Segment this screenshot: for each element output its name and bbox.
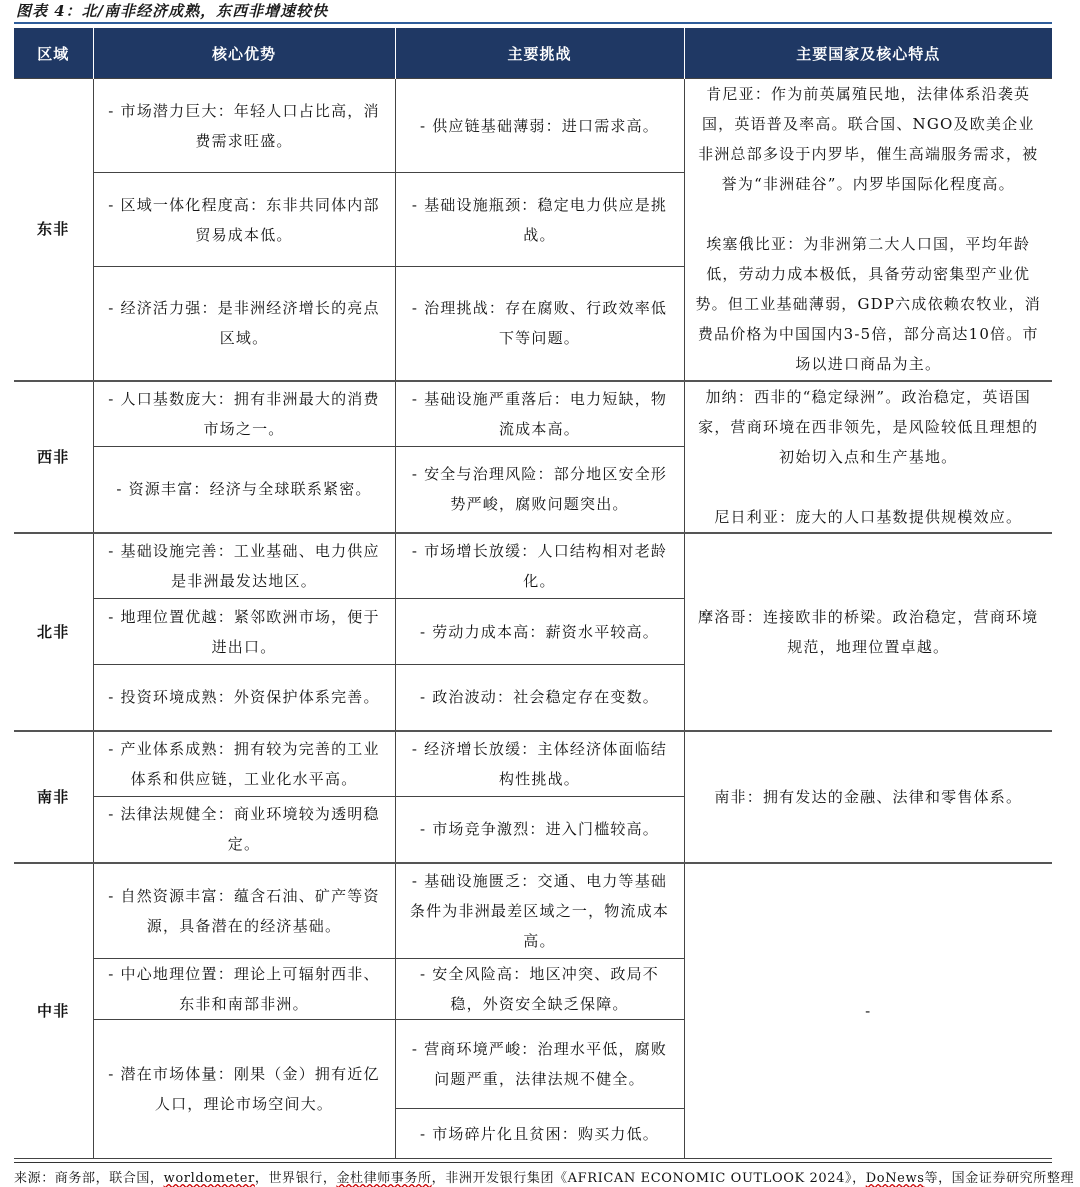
challenge-cell: - 市场竞争激烈：进入门槛较高。 <box>395 797 684 863</box>
header-region: 区域 <box>14 28 93 79</box>
countries-west <box>684 381 1052 533</box>
advantage-cell: - 地理位置优越：紧邻欧洲市场，便于进出口。 <box>93 599 395 665</box>
challenge-cell: - 营商环境严峻：治理水平低，腐败问题严重，法律法规不健全。 <box>395 1020 684 1109</box>
source-worldometer: worldometer <box>163 1171 255 1186</box>
challenge-cell: - 市场碎片化且贫困：购买力低。 <box>395 1109 684 1159</box>
challenge-cell: - 供应链基础薄弱：进口需求高。 <box>395 79 684 173</box>
country-nigeria: 尼日利亚：庞大的人口基数提供规模效应。 <box>714 507 1023 526</box>
advantage-cell: - 人口基数庞大：拥有非洲最大的消费市场之一。 <box>93 381 395 447</box>
source-note <box>14 1167 1074 1186</box>
source-donews: DoNews <box>865 1171 925 1186</box>
advantage-cell: - 产业体系成熟：拥有较为完善的工业体系和供应链，工业化水平高。 <box>93 731 395 797</box>
source-prefix: 来源：商务部，联合国， <box>14 1171 164 1186</box>
challenge-cell: - 基础设施匮乏：交通、电力等基础条件为非洲最差区域之一，物流成本高。 <box>395 863 684 959</box>
figure-title: 图表 4：北/南非经济成熟，东西非增速较快 <box>16 2 329 20</box>
header-row <box>14 28 1052 79</box>
advantage-cell: - 资源丰富：经济与全球联系紧密。 <box>93 447 395 533</box>
advantage-cell: - 区域一体化程度高：东非共同体内部贸易成本低。 <box>93 173 395 267</box>
country-ethiopia: 埃塞俄比亚：为非洲第二大人口国，平均年龄低，劳动力成本极低，具备劳动密集型产业优势。但工业基础薄弱，GDP六成依赖农牧业，消费品价格为中国国内3-5倍，部分高达10倍。市场以进口商品为主。 <box>695 235 1041 374</box>
source-mid1: ，世界银行， <box>254 1171 337 1186</box>
source-rule <box>14 1162 1052 1163</box>
country-morocco: 摩洛哥：连接欧非的桥梁。政治稳定，营商环境规范，地理位置卓越。 <box>698 607 1039 656</box>
challenge-cell: - 市场增长放缓：人口结构相对老龄化。 <box>395 533 684 599</box>
source-law-firm: 金杜律师事务所 <box>336 1171 432 1186</box>
header-advantages: 核心优势 <box>93 28 395 79</box>
country-ghana: 加纳：西非的“稳定绿洲”。政治稳定，英语国家，营商环境在西非领先，是风险较低且理想的初始切入点和生产基地。 <box>698 387 1039 466</box>
advantage-cell: - 中心地理位置：理论上可辐射西非、东非和南部非洲。 <box>93 959 395 1020</box>
country-south-africa: 南非：拥有发达的金融、法律和零售体系。 <box>714 787 1023 806</box>
countries-south <box>684 731 1052 863</box>
challenge-cell: - 治理挑战：存在腐败、行政效率低下等问题。 <box>395 267 684 381</box>
challenge-cell: - 政治波动：社会稳定存在变数。 <box>395 665 684 731</box>
region-west: 西非 <box>14 381 93 533</box>
region-south: 南非 <box>14 731 93 863</box>
region-north: 北非 <box>14 533 93 731</box>
challenge-cell: - 劳动力成本高：薪资水平较高。 <box>395 599 684 665</box>
advantage-cell: - 自然资源丰富：蕴含石油、矿产等资源，具备潜在的经济基础。 <box>93 863 395 959</box>
advantage-cell: - 投资环境成熟：外资保护体系完善。 <box>93 665 395 731</box>
challenge-cell: - 安全与治理风险：部分地区安全形势严峻，腐败问题突出。 <box>395 447 684 533</box>
advantage-cell: - 基础设施完善：工业基础、电力供应是非洲最发达地区。 <box>93 533 395 599</box>
title-rule <box>14 22 1052 24</box>
advantage-cell: - 法律法规健全：商业环境较为透明稳定。 <box>93 797 395 863</box>
header-countries: 主要国家及核心特点 <box>684 28 1052 79</box>
region-east: 东非 <box>14 79 93 381</box>
region-central: 中非 <box>14 863 93 1159</box>
table-row <box>14 731 1052 797</box>
advantage-cell: - 潜在市场体量：刚果（金）拥有近亿人口，理论市场空间大。 <box>93 1020 395 1159</box>
table-row <box>14 863 1052 959</box>
challenge-cell: - 安全风险高：地区冲突、政局不稳，外资安全缺乏保障。 <box>395 959 684 1020</box>
challenge-cell: - 经济增长放缓：主体经济体面临结构性挑战。 <box>395 731 684 797</box>
country-kenya: 肯尼亚：作为前英属殖民地，法律体系沿袭英国，英语普及率高。联合国、NGO及欧美企业非洲总部多设于内罗毕，催生高端服务需求，被誉为“非洲硅谷”。内罗毕国际化程度高。 <box>698 85 1039 194</box>
header-challenges: 主要挑战 <box>395 28 684 79</box>
table-row <box>14 533 1052 599</box>
advantage-cell: - 市场潜力巨大：年轻人口占比高，消费需求旺盛。 <box>93 79 395 173</box>
advantage-cell: - 经济活力强：是非洲经济增长的亮点区域。 <box>93 267 395 381</box>
country-none: - <box>865 1001 872 1020</box>
table-row <box>14 79 1052 173</box>
table-row <box>14 381 1052 447</box>
countries-east <box>684 79 1052 381</box>
countries-north <box>684 533 1052 731</box>
challenge-cell: - 基础设施瓶颈：稳定电力供应是挑战。 <box>395 173 684 267</box>
challenge-cell: - 基础设施严重落后：电力短缺，物流成本高。 <box>395 381 684 447</box>
source-mid2: ，非洲开发银行集团《AFRICAN ECONOMIC OUTLOOK 2024》， <box>431 1171 866 1186</box>
region-comparison-table <box>14 28 1052 1159</box>
source-suffix: 等，国金证券研究所整理 <box>924 1171 1075 1186</box>
countries-central <box>684 863 1052 1159</box>
